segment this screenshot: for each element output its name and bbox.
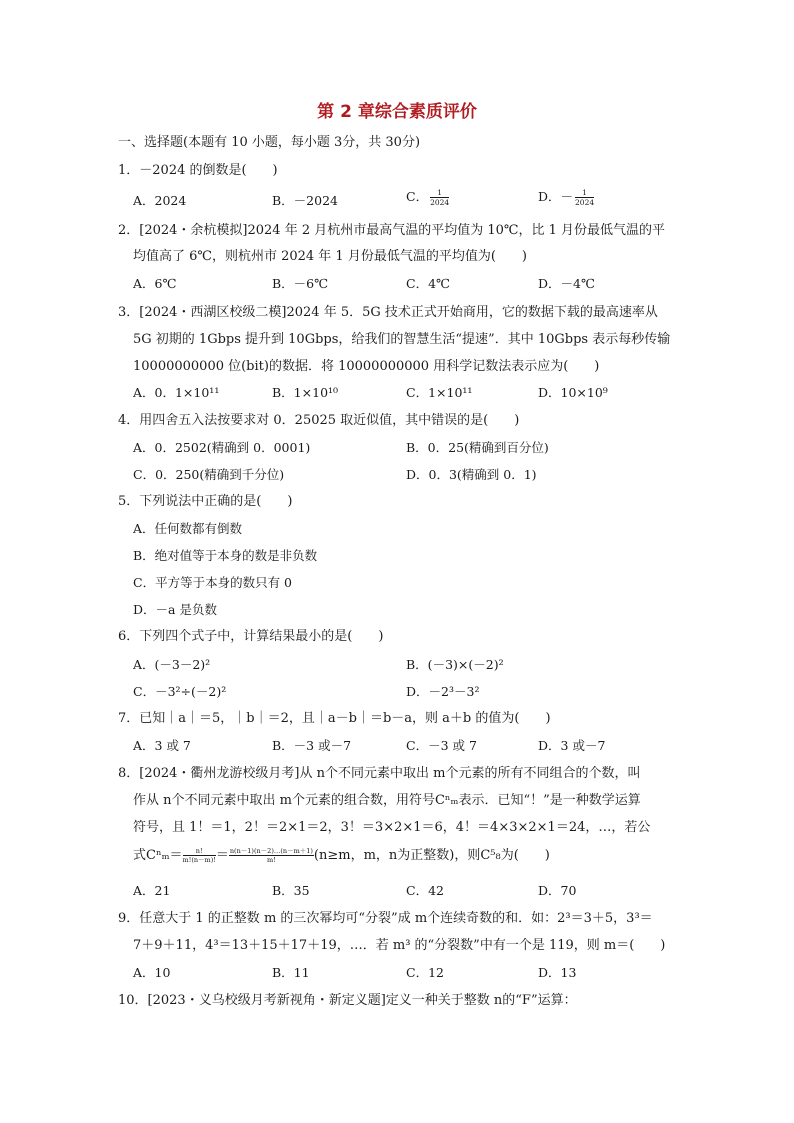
q1-option-c: C． $\frac{1}{2024}$ <box>406 188 450 207</box>
q9-option-a: A．10 <box>133 965 171 980</box>
q6-option-c: C．－3²÷(－2)² <box>133 684 227 699</box>
q4-option-c: C．0．250(精确到千分位) <box>133 467 285 482</box>
q5-option-c: C．平方等于本身的数只有 0 <box>133 575 292 590</box>
q7-option-c: C．－3 或 7 <box>406 738 477 753</box>
q4-option-d: D．0．3(精确到 0．1) <box>406 467 537 482</box>
question-2-line-1: 2．[2024・余杭模拟]2024 年 2 月杭州市最高气温的平均值为 10℃，比 1 月份最低气温的平 <box>118 223 666 238</box>
q9-option-d: D．13 <box>538 965 577 980</box>
question-8-line-3: 符号，且 1！＝1，2！＝2×1＝2，3！＝3×2×1＝6，4！＝4×3×2×1＝24，…，若公 <box>133 820 651 835</box>
question-10-line-1: 10．[2023・义乌校级月考新视角・新定义题]定义一种关于整数 n的“F”运算： <box>118 993 577 1008</box>
q1-option-b: B．－2024 <box>272 193 338 208</box>
q9-option-c: C．12 <box>406 965 444 980</box>
question-3-line-2: 5G 初期的 1Gbps 提升到 10Gbps，给我们的智慧生活“提速”．其中 10Gbps 表示每秒传输 <box>133 332 671 347</box>
question-8-line-1: 8．[2024・衢州龙游校级月考]从 n个不同元素中取出 m个元素的所有不同组合的个数，叫 <box>118 766 641 781</box>
q1-option-d: D．－ $\frac{1}{2024}$ <box>538 188 595 207</box>
fraction: $\frac{1}{2024}$ <box>575 188 595 207</box>
q8-option-a: A．21 <box>133 883 171 898</box>
formula-fraction-2: $\frac{n(n-1)(n-2)\dots(n-m+1)}{m!}$ <box>229 847 313 864</box>
question-9-line-2: 7＋9＋11，4³＝13＋15＋17＋19，…．若 m³ 的“分裂数”中有一个是 119，则 m＝( ) <box>133 938 666 953</box>
q2-option-d: D．－4℃ <box>538 276 595 291</box>
q7-option-b: B．－3 或－7 <box>272 738 352 753</box>
q8-option-c: C．42 <box>406 883 444 898</box>
q3-option-d: D．10×10⁹ <box>538 385 608 400</box>
section-heading: 一、选择题(本题有 10 小题，每小题 3分，共 30分) <box>118 135 421 150</box>
q5-option-d: D．－a 是负数 <box>133 602 217 617</box>
question-5-stem: 5．下列说法中正确的是( ) <box>118 494 293 509</box>
question-8-line-2: 作从 n个不同元素中取出 m个元素的组合数，用符号Cⁿₘ表示．已知“！”是一种数学运算 <box>133 793 641 808</box>
page-title: 第 2 章综合素质评价 <box>317 102 477 122</box>
q3-option-a: A．0．1×10¹¹ <box>133 385 220 400</box>
question-6-stem: 6．下列四个式子中，计算结果最小的是( ) <box>118 629 384 644</box>
q6-option-a: A．(－3－2)² <box>133 657 211 672</box>
q6-option-d: D．－2³－3² <box>406 684 480 699</box>
q3-option-b: B．1×10¹⁰ <box>272 385 339 400</box>
q8-option-d: D．70 <box>538 883 577 898</box>
q2-option-a: A．6℃ <box>133 276 177 291</box>
q4-option-b: B．0．25(精确到百分位) <box>406 440 549 455</box>
q2-option-b: B．－6℃ <box>272 276 329 291</box>
q7-option-d: D．3 或－7 <box>538 738 606 753</box>
q1-option-a: A．2024 <box>133 193 187 208</box>
q7-option-a: A．3 或 7 <box>133 738 191 753</box>
q6-option-b: B．(－3)×(－2)² <box>406 657 504 672</box>
q2-option-c: C．4℃ <box>406 276 451 291</box>
q5-option-b: B．绝对值等于本身的数是非负数 <box>133 548 318 563</box>
q4-option-a: A．0．2502(精确到 0．0001) <box>133 440 311 455</box>
question-4-stem: 4．用四舍五入法按要求对 0．25025 取近似值，其中错误的是( ) <box>118 413 520 428</box>
q9-option-b: B．11 <box>272 965 310 980</box>
question-3-line-3: 10000000000 位(bit)的数据．将 10000000000 用科学记数法表示应为( ) <box>133 359 600 374</box>
formula-fraction-1: $\frac{n!}{m!(n-m)!}$ <box>182 847 216 864</box>
q8-option-b: B．35 <box>272 883 310 898</box>
question-7-stem: 7．已知｜a｜＝5，｜b｜＝2，且｜a－b｜＝b－a，则 a＋b 的值为( ) <box>118 711 551 726</box>
q3-option-c: C．1×10¹¹ <box>406 385 473 400</box>
question-2-line-2: 均值高了 6℃，则杭州市 2024 年 1 月份最低气温的平均值为( ) <box>133 249 527 264</box>
question-8-formula-line: 式Cⁿₘ＝ $\frac{n!}{m!(n-m)!}$ ＝ $\frac{n(n-1)(n-2)\dots(n-m+1)}{m!}$ (n≥m，m，n为正整数)，则C⁵₈为( ) <box>133 847 550 864</box>
question-9-line-1: 9．任意大于 1 的正整数 m 的三次幂均可“分裂”成 m个连续奇数的和．如：2³＝3＋5，3³＝ <box>118 911 653 926</box>
q5-option-a: A．任何数都有倒数 <box>133 521 243 536</box>
question-3-line-1: 3．[2024・西湖区校级二模]2024 年 5．5G 技术正式开始商用，它的数据下载的最高速率从 <box>118 305 658 320</box>
fraction: $\frac{1}{2024}$ <box>430 188 450 207</box>
question-1-stem: 1．－2024 的倒数是( ) <box>118 163 278 178</box>
